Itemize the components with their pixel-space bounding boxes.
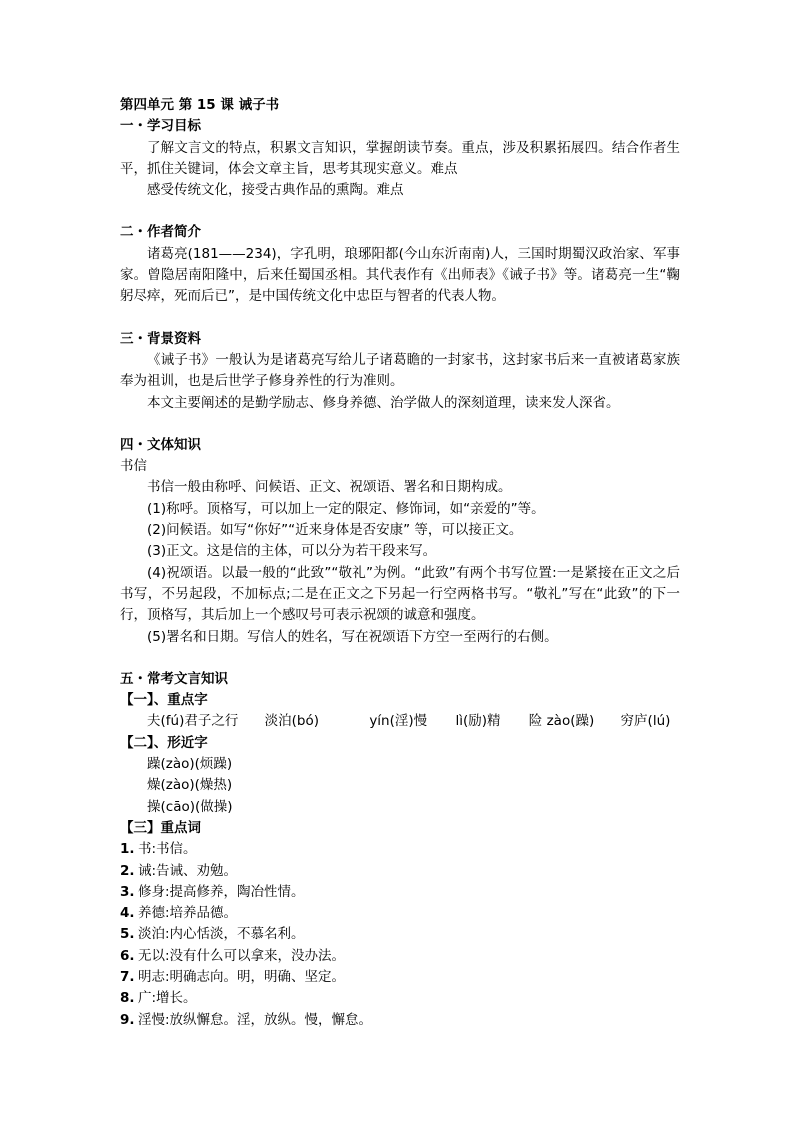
section-heading-author: 二・作者简介 (120, 224, 201, 241)
similar-char-item: 操(cāo)(做操) (147, 798, 233, 815)
item-number: 7. (120, 968, 135, 985)
key-word-item (120, 861, 680, 882)
item-text: 明志:明确志向。明，明确、坚定。 (138, 968, 346, 985)
similar-char-item: 燥(zào)(燥热) (147, 777, 233, 794)
key-word-item (120, 839, 680, 860)
genre-item-5: (5)署名和日期。写信人的姓名，写在祝颂语下方空一至两行的右侧。 (147, 628, 558, 645)
author-paragraph: 诸葛亮(181——234)，字孔明，琅琊阳都(今山东沂南南)人，三国时期蜀汉政治家、军事家。曾隐居南阳隆中，后来任蜀国丞相。其代表作有《出师表》《诫子书》等。诸葛亮一生“鞠躬尽瘁，死而后已”，是中国传统文化中忠臣与智者的代表人物。 (120, 245, 680, 305)
key-char-item: 夫(fú)君子之行 (147, 713, 239, 730)
item-text: 修身:提高修养，陶冶性情。 (138, 883, 305, 900)
item-number: 1. (120, 841, 135, 858)
genre-item-3: (3)正文。这是信的主体，可以分为若干段来写。 (147, 543, 437, 560)
key-word-item (120, 988, 680, 1009)
key-word-item (120, 924, 680, 945)
item-text: 养德:培养品德。 (138, 905, 238, 922)
key-word-item (120, 1010, 680, 1031)
part2-heading: 【二】、形近字 (120, 734, 208, 751)
lesson-title: 第四单元 第 15 课 诫子书 (120, 97, 280, 113)
document-page (120, 95, 680, 1031)
goals-paragraph-2: 感受传统文化，接受古典作品的熏陶。难点 (147, 182, 404, 199)
genre-item-2: (2)问候语。如写“你好”“近来身体是否安康” 等，可以接正文。 (147, 522, 523, 539)
item-number: 3. (120, 883, 135, 900)
item-text: 广:增长。 (138, 990, 197, 1007)
key-char-item: 淡泊(bó) (264, 713, 320, 730)
item-number: 8. (120, 990, 135, 1007)
item-text: 诫:告诫、劝勉。 (138, 862, 238, 879)
background-paragraph-2: 本文主要阐述的是勤学励志、修身养德、治学做人的深刻道理，读来发人深省。 (147, 394, 620, 411)
section-heading-knowledge: 五・常考文言知识 (120, 670, 228, 687)
background-paragraph-1: 《诫子书》一般认为是诸葛亮写给儿子诸葛瞻的一封家书，这封家书后来一直被诸葛家族奉为祖训，也是后世学子修身养性的行为准则。 (120, 351, 680, 390)
item-number: 6. (120, 947, 135, 964)
item-number: 2. (120, 862, 135, 879)
similar-char-item: 躁(zào)(烦躁) (147, 756, 233, 773)
section-heading-genre: 四・文体知识 (120, 436, 201, 453)
part3-heading: 【三】重点词 (120, 819, 201, 836)
key-word-item (120, 967, 680, 988)
item-number: 9. (120, 1011, 135, 1028)
item-text: 淡泊:内心恬淡，不慕名利。 (138, 926, 305, 943)
key-word-item (120, 946, 680, 967)
key-char-item: yín(淫)慢 (369, 713, 428, 730)
key-char-item: 穷庐(lú) (620, 713, 671, 730)
item-text: 无以:没有什么可以拿来，没办法。 (138, 947, 346, 964)
section-heading-goals: 一・学习目标 (120, 118, 201, 135)
key-word-item (120, 882, 680, 903)
key-char-item: lì(励)精 (455, 713, 501, 730)
item-number: 4. (120, 905, 135, 922)
key-characters-line (120, 711, 680, 732)
genre-paragraph-0: 书信一般由称呼、问候语、正文、祝颂语、署名和日期构成。 (147, 479, 512, 496)
section-heading-background: 三・背景资料 (120, 330, 201, 347)
item-text: 淫慢:放纵懈怠。淫，放纵。慢，懈怠。 (138, 1011, 373, 1028)
genre-item-4: (4)祝颂语。以最一般的“此致”“敬礼”为例。“此致”有两个书写位置:一是紧接在正文之后书写，不另起段，不加标点;二是在正文之下另起一行空两格书写。“敬礼”写在“此致”的下一行，顶格写，其后加上一个感叹号可表示祝颂的诚意和强度。 (120, 564, 680, 624)
goals-paragraph-1: 了解文言文的特点，积累文言知识，掌握朗读节奏。重点，涉及积累拓展四。结合作者生平，抓住关键词，体会文章主旨，思考其现实意义。难点 (120, 139, 680, 177)
genre-subheading: 书信 (120, 458, 147, 475)
key-word-item (120, 903, 680, 924)
genre-item-1: (1)称呼。顶格写，可以加上一定的限定、修饰词，如“亲爱的”等。 (147, 500, 545, 517)
item-number: 5. (120, 926, 135, 943)
item-text: 书:书信。 (138, 841, 197, 858)
key-char-item: 险 zào(躁) (528, 713, 595, 730)
part1-heading: 【一】、重点字 (120, 692, 208, 709)
